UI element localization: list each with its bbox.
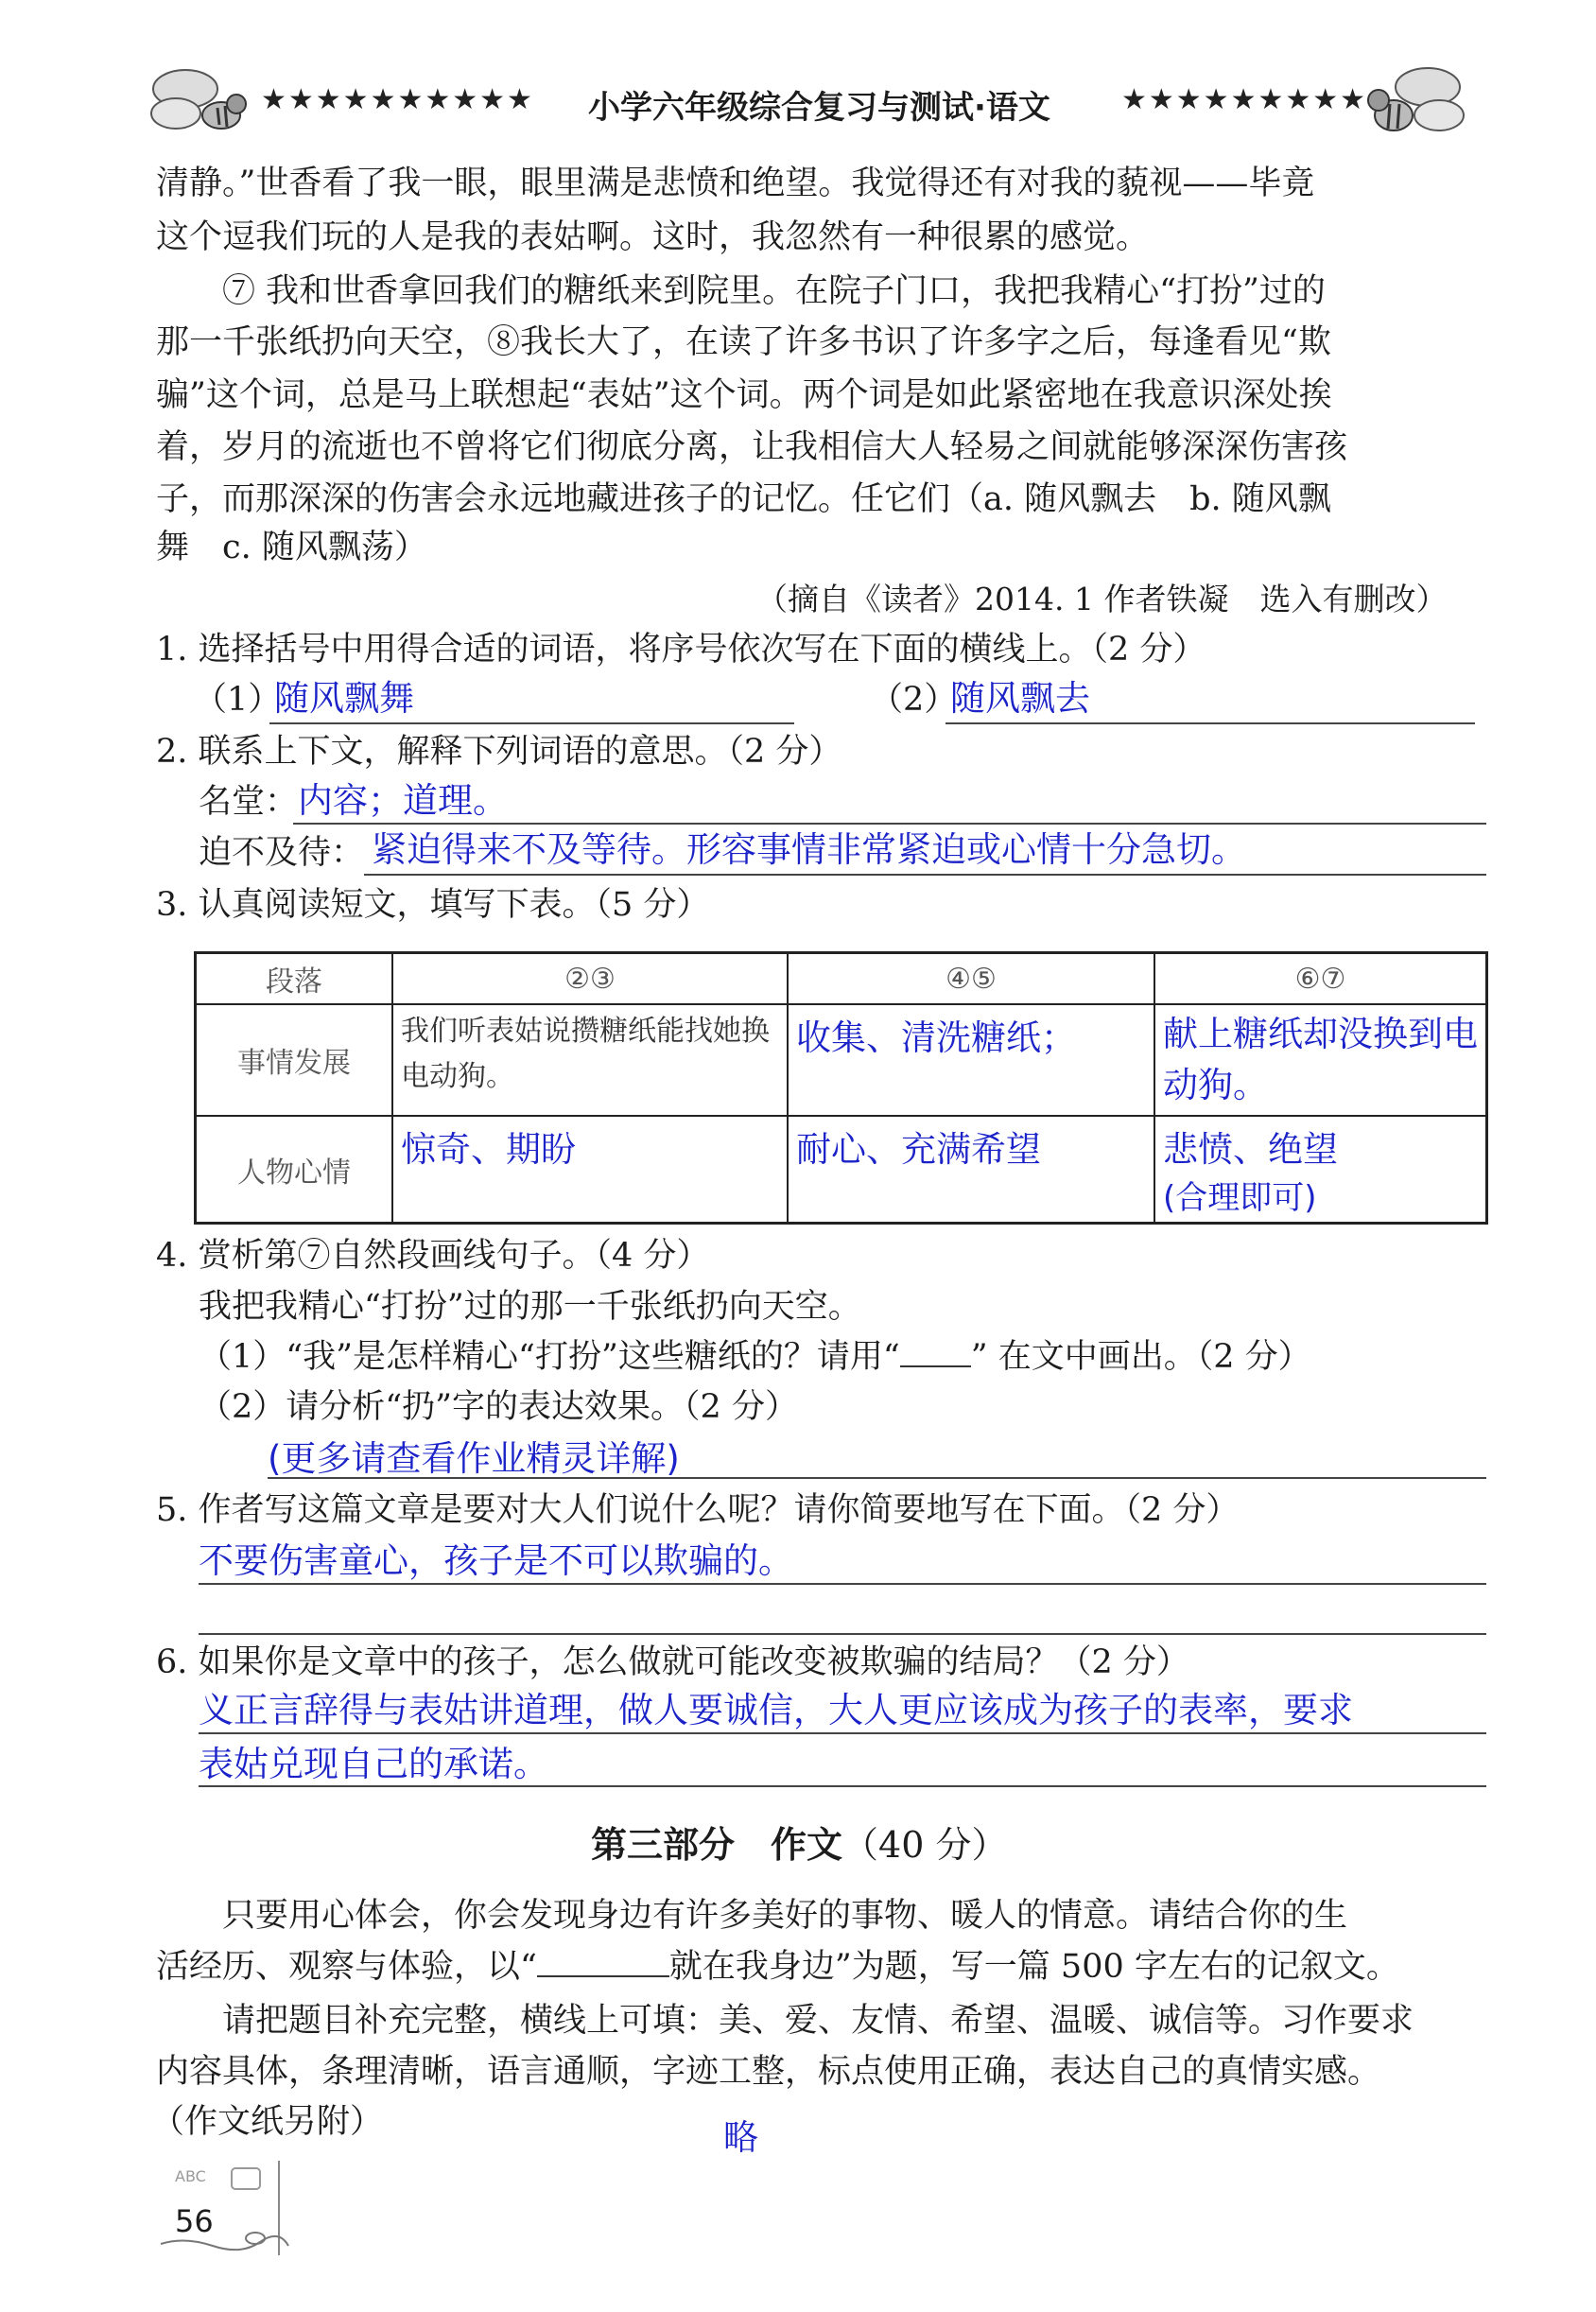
table-header-col-1: ②③ xyxy=(392,953,788,1005)
passage-line-5: 骗”这个词，总是马上联想起“表姑”这个词。两个词是如此紧密地在我意识深处挨 xyxy=(156,376,1332,414)
q2-term-2: 迫不及待： xyxy=(199,834,365,872)
q1-label-2: （2） xyxy=(870,681,958,719)
q6-answer-line-1: 义正言辞得与表姑讲道理，做人要诚信，大人更应该成为孩子的表率，要求 xyxy=(199,1690,1353,1730)
essay-line-2 xyxy=(156,1946,1399,1988)
q4-answer-line xyxy=(268,1477,1486,1479)
q4-underline-sample xyxy=(900,1365,971,1367)
part-3-title xyxy=(591,1816,1007,1868)
table-answer-feelings-2: 耐心、充满希望 xyxy=(796,1129,1041,1170)
q4-sentence: 我把我精心“打扮”过的那一千张纸扔向天空。 xyxy=(199,1288,861,1326)
q4-sub-1 xyxy=(199,1336,1311,1378)
question-5-text: 5. 作者写这篇文章是要对大人们说什么呢？请你简要地写在下面。（2 分） xyxy=(156,1491,1240,1529)
essay-line-5: （作文纸另附） xyxy=(151,2103,384,2141)
table-cell-feelings-1 xyxy=(392,1116,788,1224)
q6-answer-line-2: 表姑兑现自己的承诺。 xyxy=(199,1744,548,1784)
table-cell-events-1: 我们听表姑说攒糖纸能找她换电动狗。 xyxy=(392,1004,788,1116)
svg-text:ABC: ABC xyxy=(175,2167,206,2185)
table-answer-note: (合理即可) xyxy=(1163,1179,1317,1217)
q6-rule-1 xyxy=(199,1732,1486,1734)
q2-answer-1: 内容；道理。 xyxy=(298,780,508,821)
passage-line-2: 这个逗我们玩的人是我的表姑啊。这时，我忽然有一种很累的感觉。 xyxy=(156,218,1150,256)
passage-line-7: 子，而那深深的伤害会永远地藏进孩子的记忆。任它们（a. 随风飘去 b. 随风飘 xyxy=(156,480,1331,518)
passage-line-6: 着，岁月的流逝也不曾将它们彻底分离，让我相信大人轻易之间就能够深深伤害孩 xyxy=(156,428,1348,466)
part-3-title-main: 第三部分 作文 xyxy=(591,1824,843,1866)
q4-sub-1-start: （1）“我”是怎样精心“打扮”这些糖纸的？请用“ xyxy=(199,1338,900,1376)
header-title: 小学六年级综合复习与测试·语文 xyxy=(588,89,1050,127)
q4-sub-1-end: ” 在文中画出。（2 分） xyxy=(970,1338,1311,1376)
events-table xyxy=(194,951,1488,1225)
table-answer-events-3: 献上糖纸却没换到电动狗。 xyxy=(1163,1014,1478,1105)
q1-answer-line-2 xyxy=(945,722,1475,724)
question-1-text: 1. 选择括号中用得合适的词语，将序号依次写在下面的横线上。（2 分） xyxy=(156,631,1206,669)
table-cell-events-3 xyxy=(1154,1004,1487,1116)
essay-line-2-start: 活经历、观察与体验，以“ xyxy=(156,1948,537,1986)
passage-line-4: 那一千张纸扔向天空，⑧我长大了，在读了许多书识了许多字之后，每逢看见“欺 xyxy=(156,323,1331,361)
question-4-text: 4. 赏析第⑦自然段画线句子。（4 分） xyxy=(156,1237,710,1275)
bee-left-icon xyxy=(149,64,253,144)
table-header-col-2: ④⑤ xyxy=(788,953,1154,1005)
q2-answer-line-2 xyxy=(364,874,1486,876)
header-stars-right: ★★★★★★★★★ xyxy=(1121,83,1368,116)
table-cell-feelings-3 xyxy=(1154,1116,1487,1224)
part-3-title-score: （40 分） xyxy=(842,1824,1008,1866)
header xyxy=(142,57,1466,151)
q4-answer: (更多请查看作业精灵详解) xyxy=(268,1438,680,1479)
essay-line-3: 请把题目补充完整，横线上可填：美、爱、友情、希望、温暖、诚信等。习作要求 xyxy=(222,2002,1414,2040)
q1-label-1: （1） xyxy=(194,681,282,719)
question-6-text: 6. 如果你是文章中的孩子，怎么做就可能改变被欺骗的结局？（2 分） xyxy=(156,1643,1189,1681)
table-header-col-3: ⑥⑦ xyxy=(1154,953,1487,1005)
essay-line-2-end: 就在我身边”为题，写一篇 500 字左右的记叙文。 xyxy=(668,1948,1399,1986)
bee-right-icon xyxy=(1362,62,1466,148)
q1-answer-2: 随风飘去 xyxy=(950,678,1090,719)
passage-line-1: 清静。”世香看了我一眼，眼里满是悲愤和绝望。我觉得还有对我的藐视——毕竟 xyxy=(156,165,1315,202)
essay-line-1: 只要用心体会，你会发现身边有许多美好的事物、暖人的情意。请结合你的生 xyxy=(222,1897,1348,1935)
table-row-label-feelings: 人物心情 xyxy=(196,1116,393,1224)
q5-answer-line-1 xyxy=(199,1583,1486,1585)
essay-title-blank xyxy=(537,1975,669,1977)
table-cell-events-2 xyxy=(788,1004,1154,1116)
question-3-text: 3. 认真阅读短文，填写下表。（5 分） xyxy=(156,886,710,924)
table-answer-feelings-1: 惊奇、期盼 xyxy=(401,1129,576,1170)
header-stars-left: ★★★★★★★★★★ xyxy=(261,83,534,116)
q5-answer: 不要伤害童心，孩子是不可以欺骗的。 xyxy=(199,1540,793,1581)
q2-term-1: 名堂： xyxy=(199,783,299,821)
page-number: 56 xyxy=(175,2203,214,2239)
table-row-label-events: 事情发展 xyxy=(196,1004,393,1116)
q4-sub-2: （2）请分析“扔”字的表达效果。（2 分） xyxy=(199,1388,798,1426)
table-cell-feelings-2 xyxy=(788,1116,1154,1224)
q1-answer-line-1 xyxy=(269,722,794,724)
question-2-text: 2. 联系上下文，解释下列词语的意思。（2 分） xyxy=(156,733,842,771)
passage-source: （摘自《读者》2014. 1 作者铁凝 选入有删改） xyxy=(756,581,1448,617)
essay-answer: 略 xyxy=(723,2117,758,2158)
table-answer-feelings-3: 悲愤、绝望 xyxy=(1163,1129,1338,1170)
q5-answer-line-2 xyxy=(199,1633,1486,1635)
q2-answer-2: 紧迫得来不及等待。形容事情非常紧迫或心情十分急切。 xyxy=(372,829,1246,870)
essay-line-4: 内容具体，条理清晰，语言通顺，字迹工整，标点使用正确，表达自己的真情实感。 xyxy=(156,2053,1381,2091)
q6-rule-2 xyxy=(199,1785,1486,1787)
table-answer-events-2: 收集、清洗糖纸； xyxy=(796,1017,1076,1058)
passage-line-8: 舞 c. 随风飘荡） xyxy=(156,529,427,566)
q1-answer-1: 随风飘舞 xyxy=(274,678,414,719)
table-header-paragraph: 段落 xyxy=(196,953,393,1005)
passage-line-3: ⑦ 我和世香拿回我们的糖纸来到院里。在院子门口，我把我精心“打扮”过的 xyxy=(222,272,1326,310)
